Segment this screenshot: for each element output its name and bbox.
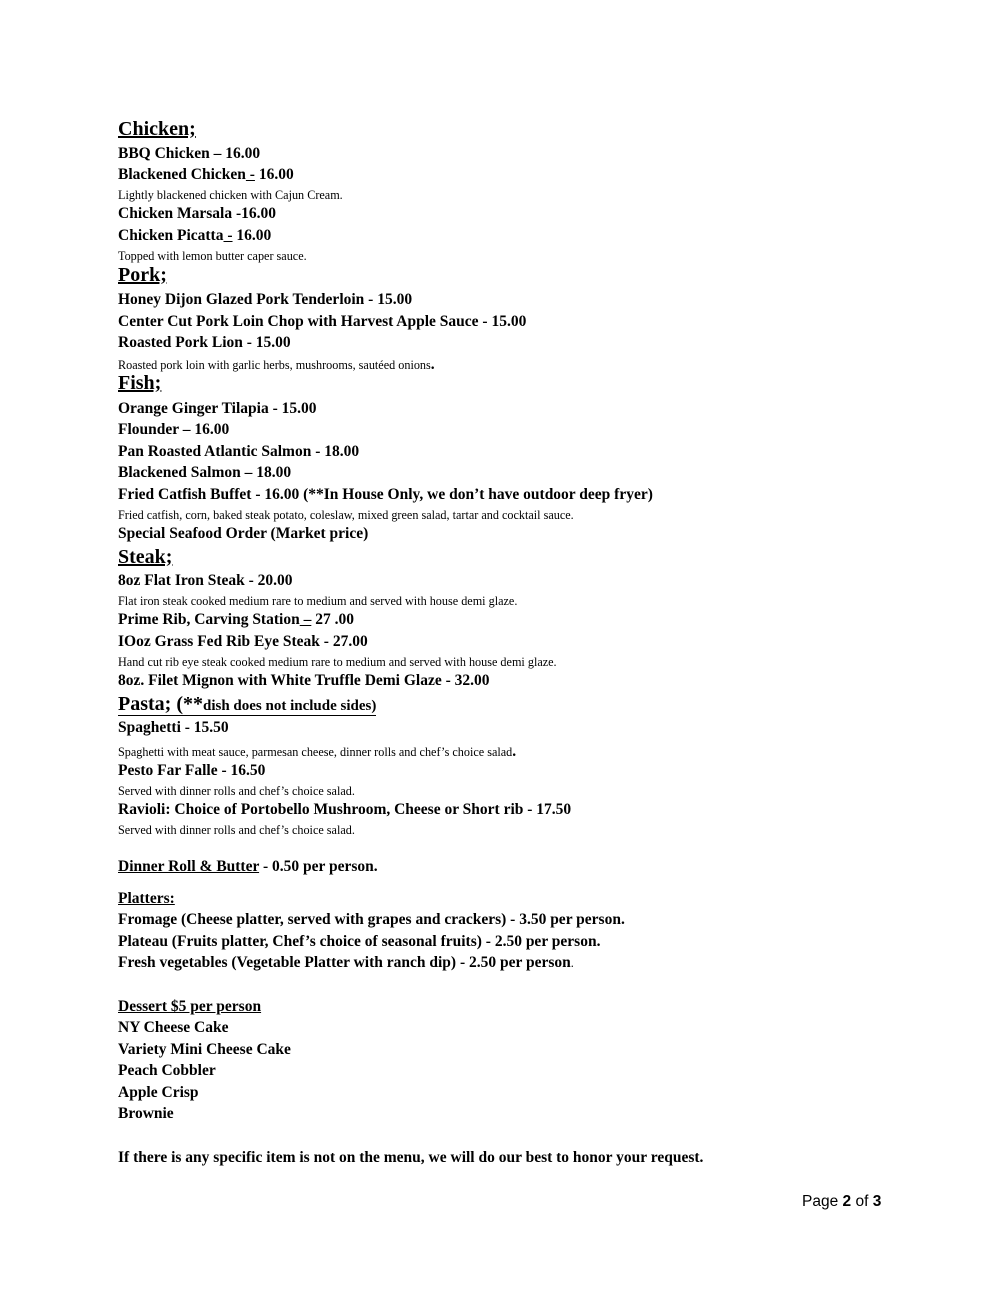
dinner-roll-line bbox=[118, 858, 378, 876]
description-period: . bbox=[512, 743, 517, 760]
menu-item: Brownie bbox=[118, 1105, 174, 1122]
pasta-heading-note: dish does not include sides) bbox=[202, 698, 377, 714]
menu-item: Chicken Marsala -16.00 bbox=[118, 205, 277, 222]
menu-item: 8oz. Filet Mignon with White Truffle Demi Glaze - 32.00 bbox=[118, 672, 490, 689]
menu-item: NY Cheese Cake bbox=[118, 1019, 229, 1036]
menu-item bbox=[118, 227, 271, 245]
menu-item: Flounder – 16.00 bbox=[118, 421, 230, 438]
menu-item: Fried Catfish Buffet - 16.00 (**In House Only, we don’t have outdoor deep fryer) bbox=[118, 486, 653, 503]
item-dash: – bbox=[299, 611, 312, 628]
section-heading-fish: Fish; bbox=[118, 372, 162, 394]
menu-item: Pan Roasted Atlantic Salmon - 18.00 bbox=[118, 443, 360, 460]
description-text: Roasted pork loin with garlic herbs, mushrooms, sautéed onions bbox=[118, 358, 431, 372]
dinner-roll-price: - 0.50 per person. bbox=[259, 858, 378, 875]
section-heading-steak: Steak; bbox=[118, 546, 173, 568]
menu-item: Peach Cobbler bbox=[118, 1062, 216, 1079]
item-description: Served with dinner rolls and chef’s choice salad. bbox=[118, 784, 355, 798]
item-description: Hand cut rib eye steak cooked medium rare to medium and served with house demi glaze. bbox=[118, 655, 557, 669]
item-period: . bbox=[570, 956, 574, 970]
item-price: 16.00 bbox=[232, 227, 272, 244]
menu-item bbox=[118, 166, 294, 184]
closing-note: If there is any specific item is not on the menu, we will do our best to honor your request. bbox=[118, 1149, 704, 1166]
menu-item: Variety Mini Cheese Cake bbox=[118, 1041, 291, 1058]
menu-item bbox=[118, 611, 354, 629]
item-dash: - bbox=[223, 227, 233, 244]
item-description: Lightly blackened chicken with Cajun Cream. bbox=[118, 188, 343, 202]
total-pages: 3 bbox=[872, 1193, 882, 1210]
menu-item: Plateau (Fruits platter, Chef’s choice of seasonal fruits) - 2.50 per person. bbox=[118, 933, 601, 950]
section-heading-pasta bbox=[118, 693, 376, 716]
section-heading-platters: Platters: bbox=[118, 890, 175, 907]
item-description bbox=[118, 356, 435, 374]
menu-item: BBQ Chicken – 16.00 bbox=[118, 145, 261, 162]
page-number bbox=[802, 1193, 881, 1211]
menu-item: IOoz Grass Fed Rib Eye Steak - 27.00 bbox=[118, 633, 368, 650]
page-word: Page bbox=[802, 1193, 839, 1210]
item-description: Fried catfish, corn, baked steak potato, coleslaw, mixed green salad, tartar and cocktail sauce. bbox=[118, 508, 574, 522]
item-description: Flat iron steak cooked medium rare to medium and served with house demi glaze. bbox=[118, 594, 518, 608]
menu-item: Center Cut Pork Loin Chop with Harvest Apple Sauce - 15.00 bbox=[118, 313, 527, 330]
dinner-roll-label: Dinner Roll & Butter bbox=[118, 858, 260, 875]
section-heading-pork: Pork; bbox=[118, 264, 167, 286]
menu-item: Fromage (Cheese platter, served with grapes and crackers) - 3.50 per person. bbox=[118, 911, 625, 928]
item-text: Fresh vegetables (Vegetable Platter with ranch dip) - 2.50 per person bbox=[118, 954, 571, 971]
item-description: Topped with lemon butter caper sauce. bbox=[118, 249, 307, 263]
menu-item: Blackened Salmon – 18.00 bbox=[118, 464, 292, 481]
menu-item: Special Seafood Order (Market price) bbox=[118, 525, 369, 542]
of-word: of bbox=[855, 1193, 869, 1210]
section-heading-dessert: Dessert $5 per person bbox=[118, 998, 262, 1015]
item-price: 27 .00 bbox=[311, 611, 354, 628]
item-dash: - bbox=[245, 166, 255, 183]
current-page: 2 bbox=[842, 1193, 852, 1210]
menu-item bbox=[118, 954, 574, 972]
menu-item: Roasted Pork Lion - 15.00 bbox=[118, 334, 291, 351]
item-name: Prime Rib, Carving Station bbox=[118, 611, 300, 628]
menu-item: 8oz Flat Iron Steak - 20.00 bbox=[118, 572, 293, 589]
description-text: Spaghetti with meat sauce, parmesan cheese, dinner rolls and chef’s choice salad bbox=[118, 745, 513, 759]
description-period: . bbox=[430, 356, 435, 373]
item-price: 16.00 bbox=[254, 166, 294, 183]
pasta-heading-wrap bbox=[118, 693, 376, 716]
pasta-heading-text: Pasta; (** bbox=[118, 693, 203, 715]
menu-item: Pesto Far Falle - 16.50 bbox=[118, 762, 266, 779]
menu-item: Orange Ginger Tilapia - 15.00 bbox=[118, 400, 317, 417]
item-name: Blackened Chicken bbox=[118, 166, 246, 183]
menu-item: Apple Crisp bbox=[118, 1084, 199, 1101]
menu-item: Honey Dijon Glazed Pork Tenderloin - 15.00 bbox=[118, 291, 413, 308]
menu-item: Ravioli: Choice of Portobello Mushroom, Cheese or Short rib - 17.50 bbox=[118, 801, 572, 818]
section-heading-chicken: Chicken; bbox=[118, 118, 196, 140]
item-description: Served with dinner rolls and chef’s choice salad. bbox=[118, 823, 355, 837]
item-name: Chicken Picatta bbox=[118, 227, 224, 244]
menu-item: Spaghetti - 15.50 bbox=[118, 719, 229, 736]
item-description bbox=[118, 743, 516, 761]
